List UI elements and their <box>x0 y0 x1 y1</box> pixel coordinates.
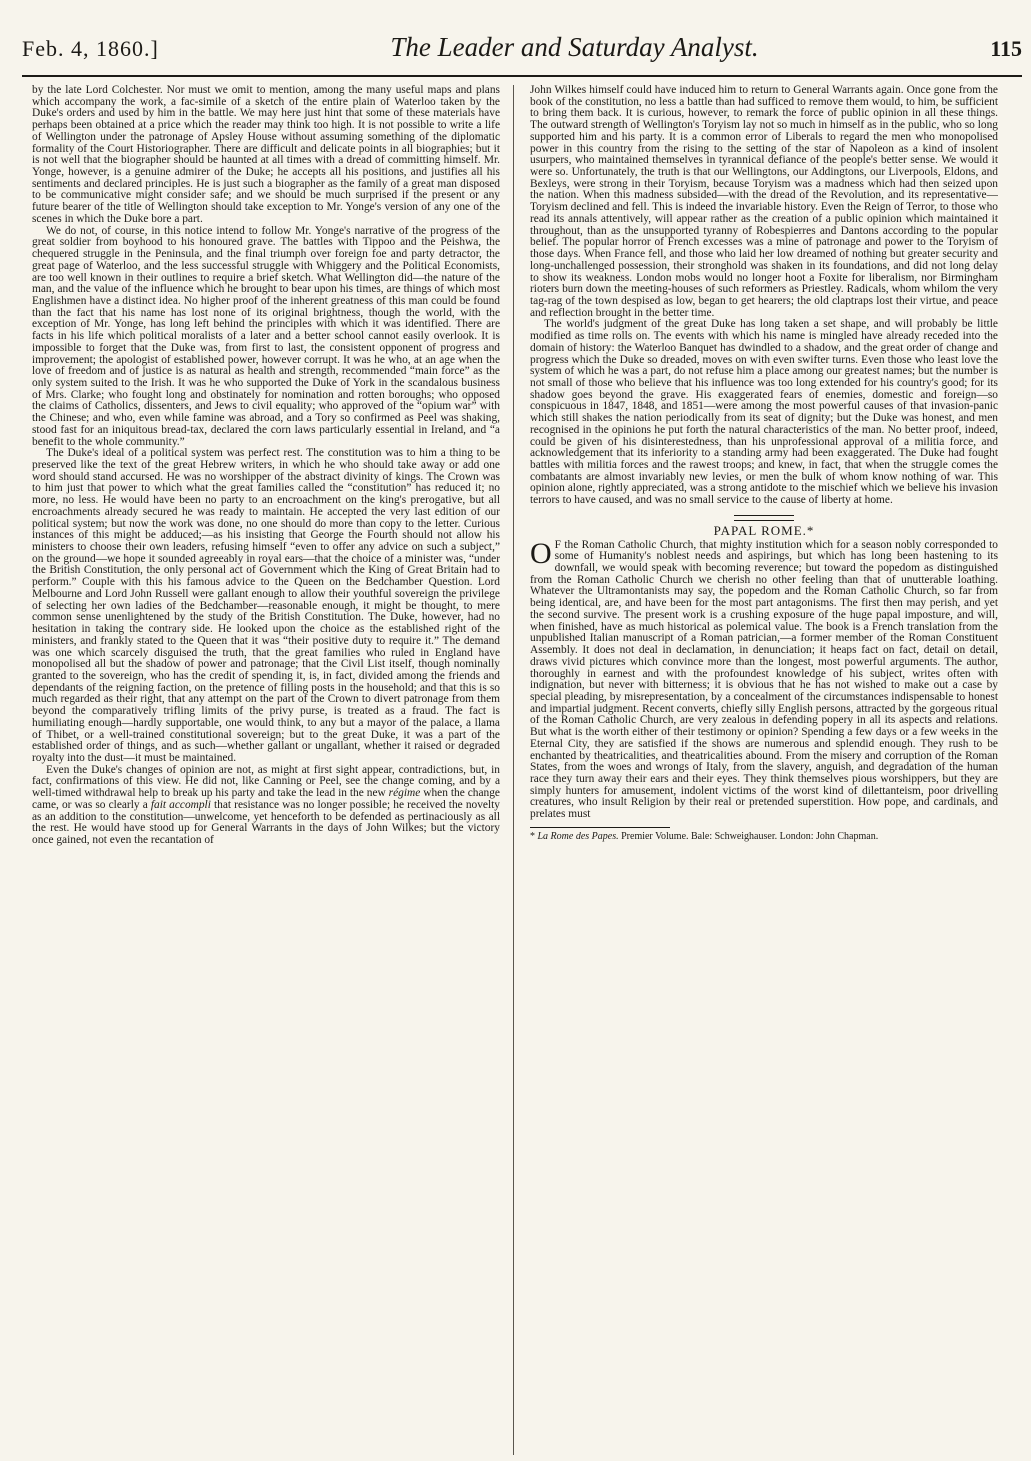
masthead <box>22 32 1022 72</box>
paragraph: John Wilkes himself could have induced him to return to General Warrants again. Once gone from the book of the constitution, no less a battle than had sufficed to remove them would, to him, be sufficient to bring them back. It is curious, however, to remark the force of public opinion in all these things. The outward strength of Wellington's Toryism lay not so much in himself as in the public, who so long supported him and his party. It is a common error of Liberals to regard the men who monopolised power in this country from the rising to the setting of the star of Napoleon as a kind of insolent usurpers, who maintained themselves in tyrannical defiance of the people's better sense. We would it were so. Unfortunately, the truth is that our Wellingtons, our Addingtons, our Liverpools, Eldons, and Bexleys, were strong in their Toryism, because Toryism was a madness which had then seized upon the nation. When this madness subsided—with the dread of the Revolution, and its representative—Toryism declined and fell. This is indeed the invariable history. Even the Reign of Terror, to those who read its annals attentively, will appear rather as the creation of a public opinion which maintained it throughout, than as the unsupported tyranny of Robespierres and Dantons according to the popular belief. The popular horror of French excesses was a mine of patronage and power to the Toryism of those days. When France fell, and those who laid her low dreamed of nothing but greater security and long-unchallenged possession, their stronghold was shaken in its foundations, and did not long delay to show its weakness. London mobs would no longer hoot a Foxite for liberalism, nor Birmingham rioters burn down the meeting-houses of such reformers as Priestley. Radicals, whom whilom the very tag-rag of the town despised as low, began to get hearers; the old claptraps lost their virtue, and peace and reflection brought in the better time. <box>530 85 998 319</box>
italic-phrase: régime <box>388 787 421 800</box>
text-run: F the Roman Catholic Church, that mighty institution which for a season nobly corresponded to some of Humanity's noblest needs and aspirings, but which has long been hastening to its downfall, we would speak with becoming reverence; but toward the popedom as distinguished from the Roman Catholic Church we cherish no other feeling than that of unutterable loathing. Whatever the Ultramontanists may say, the popedom and the Roman Catholic Church, so far from being identical, are, and have been for the most part antagonisms. The first then may perish, and yet the second survive. The present work is a crushing exposure of the huge papal imposture, and will, when finished, have as much historical as polemical value. The book is a French translation from the unpublished Italian manuscript of a Roman patrician,—a former member of the Roman Constituent Assembly. It does not deal in declamation, in denunciation; it heaps fact on fact, detail on detail, draws vivid pictures which convince more than the longest, most powerful arguments. The author, thoroughly in earnest and with the profoundest knowledge of his subject, writes often with indignation, but never with bitterness; it is obvious that he has not wished to make out a case by special pleading, by misrepresentation, by a concealment of the circumstances indispensable to honest and impartial judgment. Recent converts, chiefly silly English persons, attracted by the gorgeous ritual of the Roman Catholic Church, are very zealous in defending popery in all its aspects and relations. But what is the worth either of their testimony or opinion? Spending a few days or a few weeks in the Eternal City, they are satisfied if the shows are numerous and splendid enough. They rush to be enchanted by theatricalities, and theatricalities abound. From the misery and corruption of the Roman States, from the woes and wrongs of Italy, from the slavery, anguish, and degradation of the human race they turn away their ears and their eyes. They think themselves pious worshippers, but they are simply hunters for amusement, indolent victims of the worst kind of dilettanteism, poor drivelling creatures, who insult Religion by their real or pretended superstition. How pope, and cardinals, and prelates must <box>530 538 998 821</box>
section-title: PAPAL ROME.* <box>713 522 815 538</box>
column-divider <box>513 85 514 1455</box>
text-run: that resistance was no longer possible; he received the novelty as an addition to the constitution—unwelcome, yet henceforth to be defended as pertinaciously as all the rest. He would have stood up for General Warrants in the days of John Wilkes; but the victory once gained, not even the recantation of <box>32 798 500 846</box>
text-run: when the change came, or was so clearly a <box>32 787 500 811</box>
footnote <box>530 831 998 842</box>
article-opening <box>530 536 998 821</box>
paragraph <box>32 765 500 847</box>
right-column <box>530 85 998 1455</box>
section-rule <box>734 520 794 521</box>
italic-phrase: fait accompli <box>150 798 211 811</box>
footnote-mark: * <box>530 830 538 842</box>
masthead-rule <box>22 75 1022 77</box>
section-rule <box>734 515 794 516</box>
paragraph: We do not, of course, in this notice intend to follow Mr. Yonge's narrative of the progress of the great soldier from boyhood to his honoured grave. The battles with Tippoo and the Peishwa, the chequered struggle in the Peninsula, and the final triumph over foreign foe and party detractor, the great page of Waterloo, and the less successful struggle with Whiggery and the Political Economists, are too well known in their outlines to require a brief sketch. What Wellington did—the nature of the man, and the value of the influence which he brought to bear upon his times, are things of which most Englishmen have a distinct idea. No higher proof of the inherent greatness of this man could be found than the fact that his name has lost none of its original brightness, though the world, with the exception of Mr. Yonge, has long left behind the principles with which it was identified. There are facts in his life which political moralists of a later and a better school cannot easily overlook. It is impossible to forget that the Duke was, from first to last, the consistent opponent of progress and improvement; the apologist of established power, however corrupt. It was he who, at an age when the love of freedom and of justice is as natural as health and strength, recommended “main force” as the only system suited to the Irish. It was he who supported the Duke of York in the scandalous business of Mrs. Clarke; who fought long and obstinately for nomination and rotten boroughs; who opposed the claims of Catholics, dissenters, and Jews to civil equality; who approved of the “opium war” with the Chinese; and who, even while famine was abroad, and a Tory so confirmed as Peel was shaking, stood fast for an iniquitous bread-tax, declared the corn laws particularly essential in Ireland, and “a benefit to the whole community.” <box>32 224 500 448</box>
footnote-text: Premier Volume. Bale: Schweighauser. London: John Chapman. <box>618 830 879 842</box>
publication-title: The Leader and Saturday Analyst. <box>390 32 759 62</box>
paragraph: by the late Lord Colchester. Nor must we omit to mention, among the many useful maps and plans which accompany the work, a fac-simile of a sketch of the entire plain of Waterloo taken by the Duke's orders and used by him in the battle. We may here just hint that some of these materials have perhaps been obtained at a price which the reader may think too high. It is not possible to write a life of Wellington under the patronage of Apsley House without assuming something of the diplomatic formality of the Court Historiographer. There are difficult and delicate points in all biographies; but it is not well that the biographer should be haunted at all times with a dread of committing himself. Mr. Yonge, however, is a genuine admirer of the Duke; he accepts all his positions, and justifies all his sentiments and declared principles. He is just such a biographer as the family of a great man disposed to be communicative might consider safe; and we should be much surprised if the present or any future bearer of the title of Wellington should take exception to Mr. Yonge's version of any one of the scenes in which the Duke bore a part. <box>32 85 500 225</box>
paragraph: The Duke's ideal of a political system was perfect rest. The constitution was to him a thing to be preserved like the text of the great Hebrew writers, in which he who should take away or add one word should stand accursed. He was no worshipper of the abstract divinity of kings. The Crown was to him just that power to which what the great families called the “constitution” has reduced it; no more, no less. He would have been no party to an encroachment on the king's prerogative, but all encroachments already secured he was ready to maintain. He accepted the very last edition of our political system; but now the work was done, no one should do more than copy to the letter. Curious instances of this might be adduced;—as his insisting that George the Fourth should not allow his ministers to choose their own leaders, refusing himself “even to offer any advice on such a subject,” on the ground—we hope it sounded agreeably in royal ears—that the choice of a minister was, “under the British Constitution, the only personal act of Government which the King of Great Britain had to perform.” Couple with this his famous advice to the Queen on the Bedchamber Question. Lord Melbourne and Lord John Russell were gallant enough to allow their youthful sovereign the privilege of selecting her own ladies of the Bedchamber—reasonable enough, it might be thought, to mere common sense unenlightened by the study of the British Constitution. The Duke, however, had no hesitation in taking the contrary side. He looked upon the choice as the established right of the ministers, and frankly stated to the Queen that it was “their positive duty to require it.” The demand was one which scarcely disguised the truth, that the great families who ruled in England have monopolised all but the shadow of power and patronage; that the Civil List itself, though nominally granted to the sovereign, who has the credit of spending it, is, in fact, divided among the friends and dependants of the reigning faction, on the pretence of filling posts in the household; and that this is so much regarded as their right, that any attempt on the part of the Crown to divert patronage from them beyond the comparatively trifling limits of the privy purse, is treated as a fraud. The fact is humiliating enough—hardly supportable, one would think, to any but a mayor of the palace, a llama of Thibet, or a well-trained constitutional sovereign; but to the great Duke, it was a part of the established order of things, and as such—whether gallant or ungallant, whether it raised or degraded royalty into the dust—it must be maintained. <box>32 447 500 764</box>
left-column <box>32 85 500 1455</box>
paragraph: The world's judgment of the great Duke has long taken a set shape, and will probably be little modified as time rolls on. The events with which his name is mingled have already receded into the domain of history: the Waterloo Banquet has dwindled to a shadow, and the great order of change and progress which the Duke so dreaded, moves on with even swifter turns. Even those who least love the system of which he was a part, do not refuse him a place among our greatest names; but the number is not small of those who believe that his influence was too long extended for his country's good; for its shadow goes beyond the grave. His exaggerated fears of enemies, domestic and foreign—so conspicuous in 1847, 1848, and 1851—were among the most powerful causes of that invasion-panic which still shakes the nation periodically from its seat of dignity; but the Duke was honest, and men recognised in the opinions he put forth the natural characteristics of the man. No better proof, indeed, could be given of his disinterestedness, than his unprofessional approval of a militia force, and acknowledgement that its inferiority to a standing army had been exaggerated. The Duke had fought battles with militia forces and the rawest troops; and knew, in fact, that when the struggle comes the combatants are almost invariably new levies, or men the bulk of whom know nothing of war. This opinion alone, rightly appreciated, was a strong antidote to the mischief which we believe his invasion terrors to have caused, and was no small service to the cause of liberty at home. <box>530 318 998 507</box>
footnote-title: La Rome des Papes. <box>537 830 619 842</box>
page-number: 115 <box>990 36 1022 61</box>
footnote-rule <box>530 827 670 828</box>
drop-cap: O <box>530 536 552 570</box>
text-run: Even the Duke's changes of opinion are not, as might at first sight appear, contradictions, but, in fact, confirmations of this view. He did not, like Canning or Peel, see the change coming, and by a well-timed withdrawal help to break up his party and take the lead in the new <box>32 763 500 800</box>
issue-date: Feb. 4, 1860.] <box>22 36 159 61</box>
